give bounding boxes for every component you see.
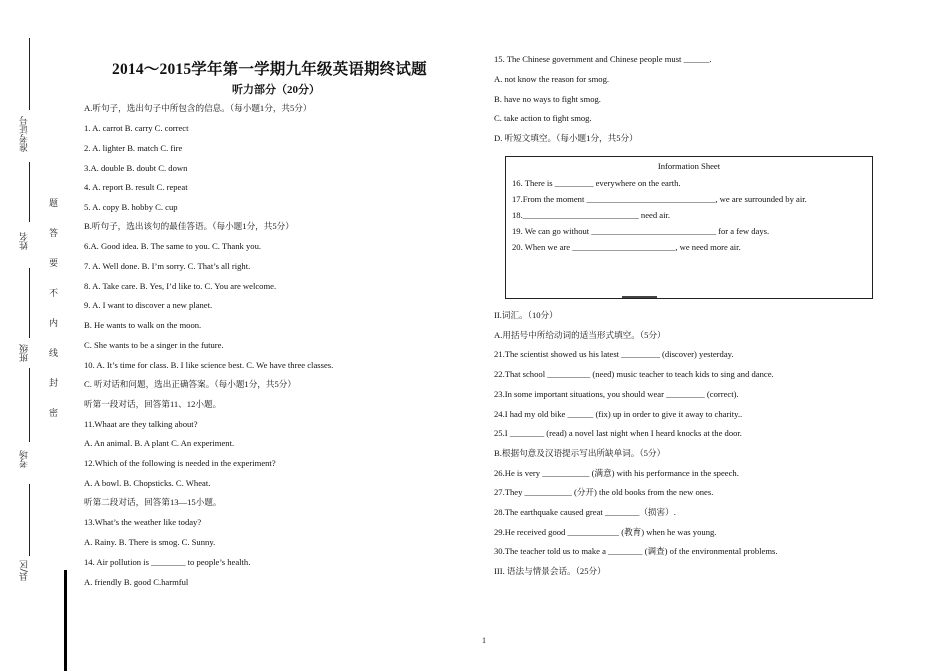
seal-char: 密: [49, 409, 59, 419]
margin-rule-4: [29, 368, 30, 442]
question-line: 5. A. copy B. hobby C. cup: [84, 202, 178, 212]
question-line: A.听句子，选出句子中所包含的信息。（每小题1分，共5分）: [84, 103, 312, 113]
question-line: 13.What’s the weather like today?: [84, 517, 202, 527]
question-line: 26.He is very ___________ (满意) with his performance in the speech.: [494, 468, 739, 478]
question-line: 24.I had my old bike ______ (fix) up in order to give it away to charity..: [494, 409, 743, 419]
question-line: 听第一段对话，回答第11、12小题。: [84, 399, 222, 409]
seal-char: 答: [49, 229, 59, 239]
question-line: B. have no ways to fight smog.: [494, 94, 601, 104]
question-line: A. not know the reason for smog.: [494, 74, 610, 84]
question-line: 22.That school __________ (need) music teacher to teach kids to sing and dance.: [494, 369, 774, 379]
question-line: C. take action to fight smog.: [494, 113, 592, 123]
information-sheet-title: Information Sheet: [657, 161, 721, 171]
seal-char: 线: [49, 349, 59, 359]
margin-rule-1: [29, 38, 30, 110]
question-line: 12.Which of the following is needed in the experiment?: [84, 458, 276, 468]
question-line: 听第二段对话，回答第13—15小题。: [84, 497, 222, 507]
question-line: 8. A. Take care. B. Yes, I’d like to. C. You are welcome.: [84, 281, 277, 291]
question-line: II.词汇。（10分）: [494, 310, 558, 320]
question-line: 10. A. It’s time for class. B. I like science best. C. We have three classes.: [84, 360, 334, 370]
seal-char: 不: [49, 289, 59, 299]
information-sheet: [505, 156, 873, 299]
page-number: 1: [482, 636, 486, 645]
info-sheet-line: 17.From the moment ______________________________, we are surrounded by air.: [512, 194, 807, 204]
class-label: 班级: [20, 344, 30, 362]
question-line: B.根据句意及汉语提示写出所缺单词。（5分）: [494, 448, 666, 458]
seal-char: 封: [49, 379, 59, 389]
margin-rule-3: [29, 268, 30, 338]
question-line: 15. The Chinese government and Chinese people must ______.: [494, 54, 712, 64]
question-line: C. She wants to be a singer in the future.: [84, 340, 224, 350]
question-line: B. He wants to walk on the moon.: [84, 320, 202, 330]
exam-room-label: 考场: [20, 450, 30, 468]
info-sheet-line: 18.___________________________ need air.: [512, 210, 671, 220]
question-line: A. Rainy. B. There is smog. C. Sunny.: [84, 537, 216, 547]
question-line: 11.Whaat are they talking about?: [84, 419, 198, 429]
question-line: A. An animal. B. A plant C. An experiment.: [84, 438, 235, 448]
question-line: 25.I ________ (read) a novel last night when I heard knocks at the door.: [494, 428, 742, 438]
seal-char: 题: [49, 199, 59, 209]
seal-char: 内: [49, 319, 59, 329]
question-line: A.用括号中所给动词的适当形式填空。（5分）: [494, 330, 666, 340]
question-line: 29.He received good ____________ (教育) when he was young.: [494, 527, 717, 537]
question-line: 14. Air pollution is ________ to people’s health.: [84, 557, 251, 567]
question-line: 9. A. I want to discover a new planet.: [84, 300, 213, 310]
question-line: 30.The teacher told us to make a ________ (调查) of the environmental problems.: [494, 546, 778, 556]
info-sheet-line: 19. We can go without _____________________________ for a few days.: [512, 226, 770, 236]
question-line: III. 语法与情景会话。（25分）: [494, 566, 606, 576]
question-line: 3.A. double B. doubt C. down: [84, 163, 188, 173]
info-sheet-line: 20. When we are ________________________, we need more air.: [512, 242, 741, 252]
section-heading: 听力部分（20分）: [232, 84, 320, 96]
print-artifact: [622, 296, 657, 298]
margin-rule-2: [29, 162, 30, 222]
name-label: 姓名: [20, 232, 30, 250]
question-line: 23.In some important situations, you should wear _________ (correct).: [494, 389, 739, 399]
question-line: A. A bowl. B. Chopsticks. C. Wheat.: [84, 478, 211, 488]
question-line: 28.The earthquake caused great ________（损害）.: [494, 507, 676, 517]
question-line: 6.A. Good idea. B. The same to you. C. Thank you.: [84, 241, 262, 251]
question-line: C. 听对话和问题，选出正确答案。（每小题1分，共5分）: [84, 379, 296, 389]
question-line: A. friendly B. good C.harmful: [84, 577, 189, 587]
question-line: D. 听短文填空。（每小题1分，共5分）: [494, 133, 638, 143]
question-line: 7. A. Well done. B. I’m sorry. C. That’s all right.: [84, 261, 251, 271]
margin-rule-5: [29, 484, 30, 556]
question-line: B.听句子，选出该句的最佳答语。（每小题1分，共5分）: [84, 221, 294, 231]
question-line: 27.They ___________ (分开) the old books from the new ones.: [494, 487, 714, 497]
exam-title: 2014～2015学年第一学期九年级英语期终试题: [112, 61, 427, 78]
question-line: 4. A. report B. result C. repeat: [84, 182, 188, 192]
county-label: 县/区: [20, 560, 30, 582]
question-line: 1. A. carrot B. carry C. correct: [84, 123, 189, 133]
info-sheet-line: 16. There is _________ everywhere on the earth.: [512, 178, 681, 188]
exam-id-label: 准考证号: [20, 116, 30, 152]
question-line: 21.The scientist showed us his latest _________ (discover) yesterday.: [494, 349, 734, 359]
seal-char: 要: [49, 259, 59, 269]
margin-bar: [64, 570, 67, 671]
question-line: 2. A. lighter B. match C. fire: [84, 143, 183, 153]
